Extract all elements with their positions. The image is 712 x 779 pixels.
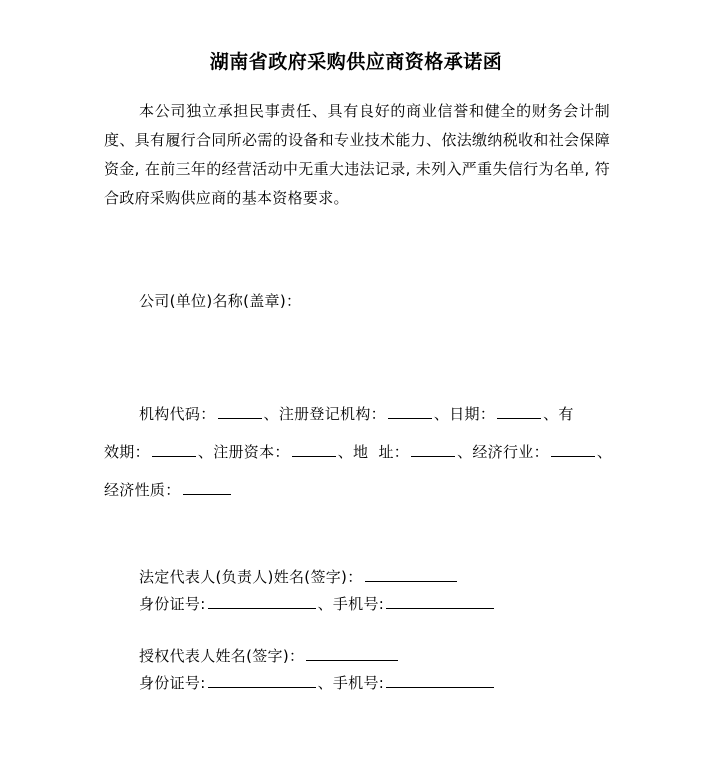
company-name-line — [139, 290, 301, 311]
org-info-line-2 — [104, 441, 612, 462]
validity-prefix: 、有 — [543, 405, 574, 423]
authorized-rep-id-label: 身份证号: — [139, 674, 206, 692]
address-blank[interactable] — [411, 442, 455, 457]
authorized-rep-name-line — [139, 645, 400, 666]
authorized-rep-signature-blank[interactable] — [306, 646, 398, 661]
address-label: 、地 址： — [337, 443, 410, 461]
industry-blank[interactable] — [551, 442, 595, 457]
org-code-label: 机构代码： — [139, 405, 216, 423]
industry-label: 、经济行业： — [457, 443, 549, 461]
company-name-label: 公司(单位)名称(盖章)： — [139, 292, 302, 310]
authorized-rep-id-line — [139, 672, 496, 693]
validity-label: 效期： — [104, 443, 150, 461]
org-info-line-3 — [104, 479, 233, 500]
date-blank[interactable] — [497, 404, 541, 419]
legal-rep-phone-blank[interactable] — [386, 594, 494, 609]
document-title: 湖南省政府采购供应商资格承诺函 — [209, 51, 503, 73]
authorized-rep-name-label: 授权代表人姓名(签字)： — [139, 647, 305, 665]
org-code-blank[interactable] — [218, 404, 262, 419]
date-label: 、日期： — [433, 405, 496, 423]
economic-nature-blank[interactable] — [183, 480, 231, 495]
registration-authority-label: 、注册登记机构： — [263, 405, 386, 423]
legal-rep-id-label: 身份证号: — [139, 595, 206, 613]
registered-capital-label: 、注册资本： — [197, 443, 290, 461]
legal-rep-name-label: 法定代表人(负责人)姓名(签字)： — [139, 568, 363, 586]
authorized-rep-id-blank[interactable] — [208, 673, 316, 688]
registration-authority-blank[interactable] — [388, 404, 432, 419]
legal-rep-name-line — [139, 566, 459, 587]
legal-rep-signature-blank[interactable] — [365, 567, 457, 582]
authorized-rep-phone-label: 、手机号: — [317, 674, 385, 692]
org-info-line-1 — [139, 403, 574, 424]
legal-rep-id-line — [139, 593, 496, 614]
line2-end: 、 — [596, 443, 613, 461]
legal-rep-id-blank[interactable] — [208, 594, 316, 609]
legal-rep-phone-label: 、手机号: — [317, 595, 385, 613]
validity-blank[interactable] — [152, 442, 196, 457]
economic-nature-label: 经济性质： — [104, 481, 181, 499]
authorized-rep-phone-blank[interactable] — [386, 673, 494, 688]
commitment-paragraph: 本公司独立承担民事责任、具有良好的商业信誉和健全的财务会计制度、具有履行合同所必需的设备和专业技术能力、依法缴纳税收和社会保障资金, 在前三年的经营活动中无重大违法记录, 未列入严重失信行为名单, 符合政府采购供应商的基本资格要求。 — [104, 102, 610, 207]
registered-capital-blank[interactable] — [292, 442, 336, 457]
